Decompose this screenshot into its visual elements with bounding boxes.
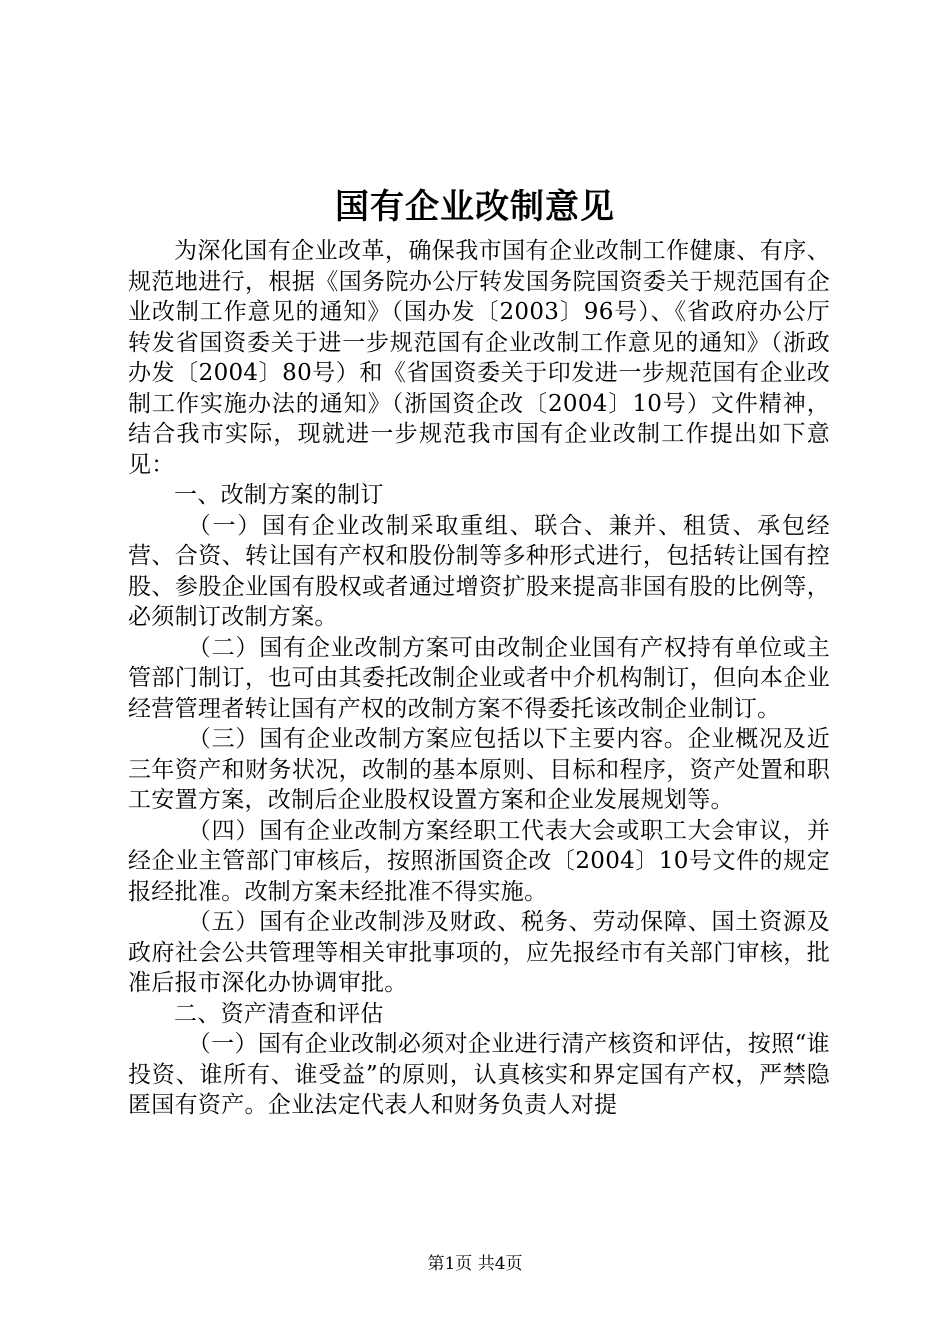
section-1-item-1: （一）国有企业改制采取重组、联合、兼并、租赁、承包经营、合资、转让国有产权和股份制等多种形式进行，包括转让国有控股、参股企业国有股权或者通过增资扩股来提高非国有股的比例等，必须制订改制方案。 — [128, 512, 830, 630]
section-2-item-1: （一）国有企业改制必须对企业进行清产核资和评估，按照“谁投资、谁所有、谁受益”的原则，认真核实和界定国有产权，严禁隐匿国有资产。企业法定代表人和财务负责人对提 — [128, 1031, 830, 1118]
section-heading-2: 二、资产清查和评估 — [174, 1000, 384, 1027]
section-1-item-5: （五）国有企业改制涉及财政、税务、劳动保障、国土资源及政府社会公共管理等相关审批事项的，应先报经市有关部门审核，批准后报市深化办协调审批。 — [128, 909, 830, 996]
page-footer: 第1页 共4页 — [427, 1254, 523, 1274]
section-1-item-2: （二）国有企业改制方案可由改制企业国有产权持有单位或主管部门制订，也可由其委托改制企业或者中介机构制订，但向本企业经营管理者转让国有产权的改制方案不得委托该改制企业制订。 — [128, 634, 830, 722]
document-title: 国有企业改制意见 — [335, 187, 615, 227]
section-1-item-3: （三）国有企业改制方案应包括以下主要内容。企业概况及近三年资产和财务状况，改制的基本原则、目标和程序，资产处置和职工安置方案，改制后企业股权设置方案和企业发展规划等。 — [128, 726, 830, 813]
section-heading-1: 一、改制方案的制订 — [174, 482, 384, 508]
document-body — [128, 236, 830, 1121]
section-1-item-4: （四）国有企业改制方案经职工代表大会或职工大会审议，并经企业主管部门审核后，按照浙国资企改〔2004〕10号文件的规定报经批准。改制方案未经批准不得实施。 — [128, 817, 830, 905]
intro-paragraph: 为深化国有企业改革，确保我市国有企业改制工作健康、有序、规范地进行，根据《国务院办公厅转发国务院国资委关于规范国有企业改制工作意见的通知》（国办发〔2003〕96号）、《省政府办公厅转发省国资委关于进一步规范国有企业改制工作意见的通知》（浙政办发〔2004〕80号）和《省国资委关于印发进一步规范国有企业改制工作实施办法的通知》（浙国资企改〔2004〕10号）文件精神，结合我市实际，现就进一步规范我市国有企业改制工作提出如下意见： — [128, 238, 830, 478]
